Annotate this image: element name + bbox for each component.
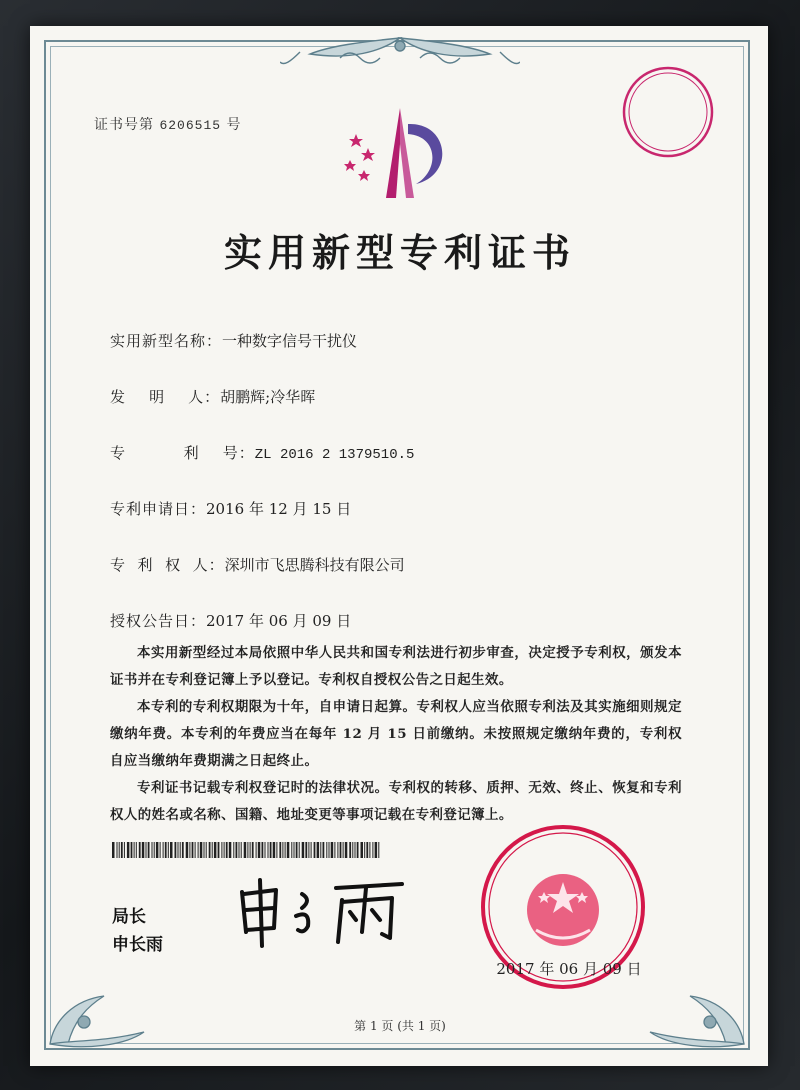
barcode-bar (340, 842, 342, 858)
barcode-bar (136, 842, 137, 858)
barcode-bar (372, 842, 373, 858)
certificate-body-text (110, 640, 682, 829)
barcode-bar (270, 842, 272, 858)
bottom-left-ornament (44, 960, 154, 1050)
barcode-bar (206, 842, 207, 858)
barcode-bar (326, 842, 327, 858)
signatory-title: 局长 (112, 907, 146, 927)
barcode-bar (124, 842, 125, 858)
barcode-bar (229, 842, 232, 858)
barcode-bar (154, 842, 155, 858)
cert-number-prefix: 证书号第 (94, 117, 154, 133)
barcode-bar (121, 842, 123, 858)
barcode-bar (296, 842, 298, 858)
barcode-bar (334, 842, 335, 858)
field-patent-number (110, 442, 414, 463)
barcode-bar (119, 842, 120, 858)
barcode-bar (182, 842, 184, 858)
field-inventor (110, 386, 315, 407)
barcode-bar (221, 842, 222, 858)
barcode-bar (139, 842, 141, 858)
field-label: 发 明 人： (110, 388, 221, 406)
barcode-bar (258, 842, 261, 858)
field-label: 专 利 号： (110, 444, 255, 462)
barcode-bar (212, 842, 213, 858)
barcode-bar (349, 842, 351, 858)
barcode-bar (175, 842, 177, 858)
barcode-bar (317, 842, 320, 858)
barcode-bar (343, 842, 344, 858)
barcode-bar (163, 842, 164, 858)
barcode-bar (131, 842, 133, 858)
field-value: 2017 年 06 月 09 日 (206, 612, 352, 630)
page-number: 第 1 页 (共 1 页) (354, 1019, 446, 1033)
barcode-bar (287, 842, 290, 858)
barcode-bar (361, 842, 364, 858)
barcode-bar (291, 842, 292, 858)
cert-number-suffix: 号 (226, 117, 242, 133)
barcode-bar (268, 842, 269, 858)
body-paragraph: 本专利的专利权期限为十年，自申请日起算。专利权人应当依照专利法及其实施细则规定缴纳年费。本专利的年费应当在每年 12 月 15 日前缴纳。未按照规定缴纳年费的，专利权自应当缴纳年费期满之日起终止。 (110, 699, 682, 769)
barcode-bar (241, 842, 242, 858)
barcode-bar (142, 842, 145, 858)
field-value: 胡鹏辉;冷华晖 (220, 388, 316, 406)
barcode-bar (314, 842, 316, 858)
barcode-bar (127, 842, 129, 858)
field-value: ZL 2016 2 1379510.5 (254, 447, 415, 463)
cert-number-value: 6206515 (159, 118, 222, 133)
field-value: 2016 年 12 月 15 日 (206, 500, 352, 518)
barcode-bar (247, 842, 248, 858)
barcode-bar (285, 842, 286, 858)
barcode-bar (279, 842, 281, 858)
certificate-number (94, 114, 242, 134)
field-value: 一种数字信号干扰仪 (222, 332, 358, 350)
barcode-bar (236, 842, 238, 858)
barcode-bar (233, 842, 234, 858)
barcode-bar (178, 842, 179, 858)
barcode (112, 842, 380, 858)
bottom-right-ornament (640, 960, 750, 1050)
barcode-bar (294, 842, 295, 858)
barcode-bar (305, 842, 307, 858)
barcode-bar (369, 842, 370, 858)
field-application-date (110, 498, 351, 519)
barcode-bar (345, 842, 348, 858)
barcode-bar (256, 842, 257, 858)
field-label: 专 利 权 人： (110, 556, 225, 574)
barcode-bar (331, 842, 334, 858)
barcode-bar (146, 842, 147, 858)
barcode-bar (195, 842, 196, 858)
body-paragraph: 本实用新型经过本局依照中华人民共和国专利法进行初步审查，决定授予专利权，颁发本证书并在专利登记簿上予以登记。专利权自授权公告之日起生效。 (110, 645, 682, 688)
barcode-bar (329, 842, 330, 858)
handwritten-signature (232, 872, 412, 952)
field-grant-date (110, 610, 351, 631)
barcode-bar (308, 842, 309, 858)
field-value: 深圳市飞思腾科技有限公司 (224, 556, 405, 574)
field-label: 实用新型名称： (110, 332, 223, 350)
certificate-title: 实用新型专利证书 (223, 230, 576, 275)
barcode-bar (262, 842, 264, 858)
seal-date: 2017 年 06 月 09 日 (496, 960, 642, 978)
barcode-bar (337, 842, 338, 858)
field-patentee (110, 554, 405, 575)
barcode-bar (357, 842, 359, 858)
barcode-bar (134, 842, 135, 858)
barcode-bar (250, 842, 251, 858)
barcode-bar (276, 842, 277, 858)
barcode-bar (364, 842, 365, 858)
barcode-bar (192, 842, 194, 858)
barcode-bar (112, 842, 115, 858)
barcode-bar (244, 842, 247, 858)
barcode-bar (186, 842, 189, 858)
barcode-bar (180, 842, 181, 858)
barcode-bar (204, 842, 205, 858)
barcode-bar (239, 842, 240, 858)
barcode-bar (198, 842, 199, 858)
barcode-bar (265, 842, 266, 858)
barcode-bar (352, 842, 353, 858)
tax-stamp-seal (618, 62, 718, 162)
barcode-bar (160, 842, 161, 858)
signatory-name: 申长雨 (112, 935, 163, 955)
barcode-bar (311, 842, 312, 858)
barcode-bar (156, 842, 159, 858)
field-label: 授权公告日： (110, 612, 207, 630)
barcode-bar (224, 842, 225, 858)
barcode-bar (218, 842, 220, 858)
barcode-bar (165, 842, 167, 858)
barcode-bar (214, 842, 217, 858)
barcode-bar (375, 842, 378, 858)
patent-office-logo (336, 104, 466, 204)
barcode-bar (282, 842, 283, 858)
barcode-bar (378, 842, 379, 858)
field-label: 专利申请日： (110, 500, 207, 518)
barcode-bar (273, 842, 276, 858)
barcode-bar (170, 842, 173, 858)
barcode-bar (320, 842, 321, 858)
field-utility-model-name (110, 330, 357, 351)
barcode-bar (117, 842, 118, 858)
barcode-bar (226, 842, 228, 858)
barcode-bar (252, 842, 254, 858)
barcode-bar (302, 842, 305, 858)
top-ornament (280, 32, 520, 72)
barcode-bar (152, 842, 153, 858)
barcode-bar (200, 842, 203, 858)
barcode-bar (148, 842, 150, 858)
barcode-bar (366, 842, 368, 858)
barcode-bar (168, 842, 169, 858)
barcode-bar (299, 842, 300, 858)
barcode-bar (323, 842, 325, 858)
barcode-bar (189, 842, 190, 858)
body-paragraph: 专利证书记载专利权登记时的法律状况。专利权的转移、质押、无效、终止、恢复和专利权人的姓名或名称、国籍、地址变更等事项记载在专利登记簿上。 (110, 780, 682, 823)
barcode-bar (355, 842, 356, 858)
barcode-bar (209, 842, 211, 858)
